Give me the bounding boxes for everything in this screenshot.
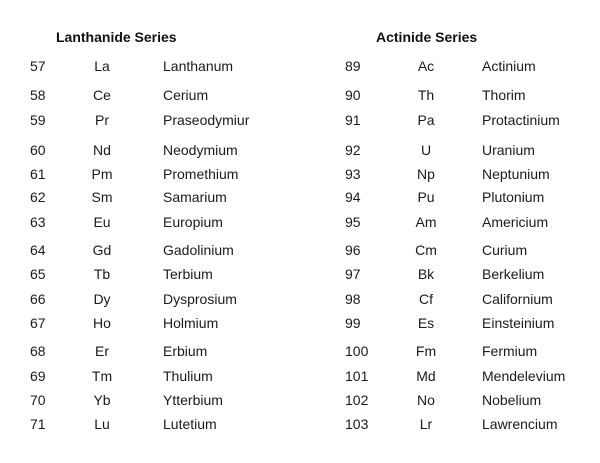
element-name: Samarium [163, 189, 227, 205]
element-symbol: Dy [93, 291, 111, 307]
element-symbol: Er [95, 343, 109, 359]
element-name: Cerium [163, 87, 209, 103]
element-name: Lanthanum [163, 58, 234, 74]
atomic-number: 103 [345, 416, 369, 432]
atomic-number: 61 [30, 166, 46, 182]
element-symbol: Bk [417, 266, 435, 282]
atomic-number: 64 [30, 242, 46, 258]
element-symbol: Md [416, 368, 436, 384]
element-symbol: Pa [417, 112, 435, 128]
element-name: Thulium [163, 368, 213, 384]
atomic-number: 97 [345, 266, 361, 282]
element-symbol: Cm [415, 242, 437, 258]
atomic-number: 99 [345, 315, 361, 331]
atomic-number: 69 [30, 368, 46, 384]
element-name: Actinium [482, 58, 536, 74]
element-name: Terbium [163, 266, 213, 282]
element-symbol: Cf [419, 291, 433, 307]
element-symbol: La [94, 58, 110, 74]
atomic-number: 58 [30, 87, 46, 103]
atomic-number: 63 [30, 214, 46, 230]
atomic-number: 100 [345, 343, 369, 359]
element-symbol: Es [417, 315, 435, 331]
element-symbol: Nd [93, 142, 111, 158]
atomic-number: 68 [30, 343, 46, 359]
atomic-number: 91 [345, 112, 361, 128]
element-name: Americium [482, 214, 549, 230]
atomic-number: 93 [345, 166, 361, 182]
atomic-number: 66 [30, 291, 46, 307]
element-name: Neptunium [482, 166, 550, 182]
atomic-number: 92 [345, 142, 361, 158]
element-name: Berkelium [482, 266, 545, 282]
atomic-number: 101 [345, 368, 369, 384]
atomic-number: 67 [30, 315, 46, 331]
atomic-number: 59 [30, 112, 46, 128]
lanthanide-series-title: Lanthanide Series [56, 29, 177, 45]
atomic-number: 65 [30, 266, 46, 282]
element-symbol: Pr [95, 112, 109, 128]
element-symbol: U [420, 142, 432, 158]
element-symbol: Lu [94, 416, 110, 432]
element-symbol: Ac [417, 58, 435, 74]
atomic-number: 98 [345, 291, 361, 307]
element-symbol: No [417, 392, 435, 408]
atomic-number: 57 [30, 58, 46, 74]
element-name: Nobelium [482, 392, 542, 408]
element-name: Fermium [482, 343, 538, 359]
element-name: Gadolinium [163, 242, 234, 258]
atomic-number: 95 [345, 214, 361, 230]
element-symbol: Ho [93, 315, 111, 331]
element-name: Promethium [163, 166, 239, 182]
atomic-number: 89 [345, 58, 361, 74]
element-symbol: Th [417, 87, 435, 103]
element-symbol: Fm [415, 343, 437, 359]
element-name: Lawrencium [482, 416, 558, 432]
element-symbol: Tm [91, 368, 113, 384]
element-symbol: Ce [93, 87, 111, 103]
element-name: Erbium [163, 343, 208, 359]
atomic-number: 60 [30, 142, 46, 158]
element-name: Einsteinium [482, 315, 555, 331]
element-symbol: Sm [91, 189, 113, 205]
element-name: Plutonium [482, 189, 545, 205]
atomic-number: 90 [345, 87, 361, 103]
element-name: Praseodymiur [163, 112, 250, 128]
element-symbol: Tb [93, 266, 111, 282]
atomic-number: 96 [345, 242, 361, 258]
element-name: Protactinium [482, 112, 560, 128]
element-name: Thorim [482, 87, 526, 103]
actinide-series-title: Actinide Series [376, 29, 478, 45]
atomic-number: 62 [30, 189, 46, 205]
element-name: Curium [482, 242, 528, 258]
element-name: Dysprosium [163, 291, 237, 307]
element-symbol: Lr [419, 416, 433, 432]
element-name: Lutetium [163, 416, 217, 432]
atomic-number: 71 [30, 416, 46, 432]
element-symbol: Eu [93, 214, 111, 230]
atomic-number: 102 [345, 392, 369, 408]
element-symbol: Am [415, 214, 437, 230]
element-symbol: Np [417, 166, 435, 182]
element-symbol: Pm [91, 166, 113, 182]
element-name: Mendelevium [482, 368, 566, 384]
element-name: Uranium [482, 142, 535, 158]
element-name: Ytterbium [163, 392, 223, 408]
element-symbol: Pu [417, 189, 435, 205]
element-symbol: Yb [93, 392, 111, 408]
element-name: Europium [163, 214, 223, 230]
atomic-number: 70 [30, 392, 46, 408]
element-symbol: Gd [92, 242, 112, 258]
element-name: Californium [482, 291, 553, 307]
element-name: Neodymium [163, 142, 238, 158]
atomic-number: 94 [345, 189, 361, 205]
element-name: Holmium [163, 315, 219, 331]
